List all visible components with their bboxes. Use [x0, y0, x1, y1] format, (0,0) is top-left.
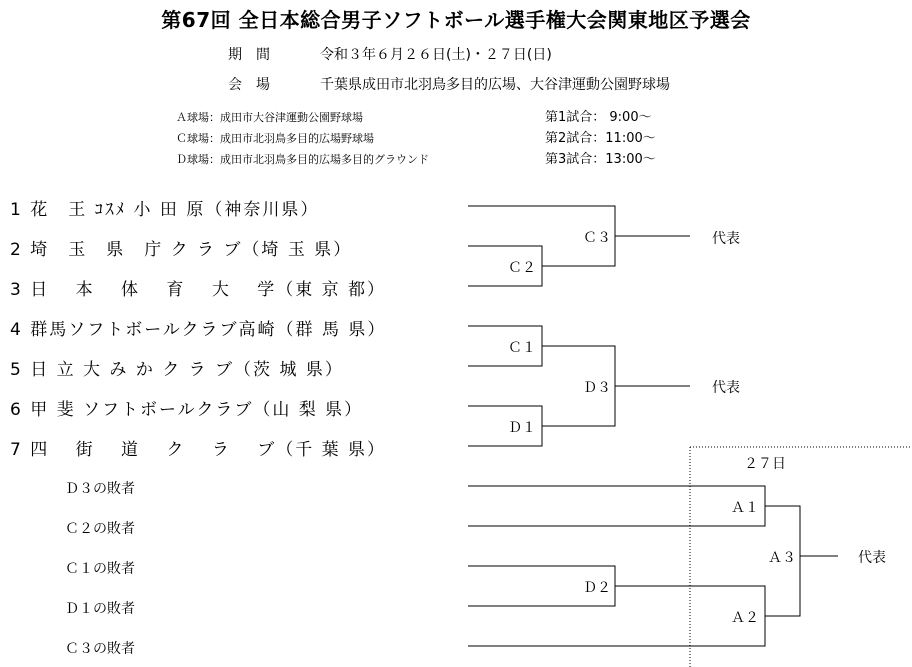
game-label-d2: Ｄ２	[583, 580, 611, 596]
game-label-d3: Ｄ３	[583, 380, 611, 396]
team-3: 3 日 本 体 育 大 学（東 京 都）	[10, 280, 387, 300]
game-label-c2: Ｃ２	[508, 260, 536, 276]
representative-3: 代表	[858, 550, 886, 566]
field-a: Ａ球場：成田市大谷津運動公園野球場	[176, 111, 363, 124]
game-label-a2: Ａ２	[731, 610, 759, 626]
team-7: 7 四 街 道 ク ラ ブ（千 葉 県）	[10, 440, 387, 460]
loser-d1: Ｄ１の敗者	[65, 601, 135, 617]
page-title: 第67回 全日本総合男子ソフトボール選手権大会関東地区予選会	[161, 8, 751, 32]
game-label-c1: Ｃ１	[508, 340, 536, 356]
loser-c3: Ｃ３の敗者	[65, 641, 135, 657]
team-5: 5 日 立 大 み か ク ラ ブ（茨 城 県）	[10, 360, 344, 380]
period-label: 期 間	[228, 47, 270, 63]
team-6: 6 甲 斐 ソフトボールクラブ（山 梨 県）	[10, 400, 364, 420]
schedule-game3: 第3試合：13:00～	[545, 152, 656, 167]
field-c: Ｃ球場：成田市北羽鳥多目的広場野球場	[176, 132, 374, 145]
game-label-a1: Ａ１	[731, 500, 759, 516]
team-4: 4 群馬ソフトボールクラブ高崎（群 馬 県）	[10, 320, 387, 340]
team-1: 1 花 王 ｺｽﾒ 小 田 原（神奈川県）	[10, 200, 320, 220]
team-2: 2 埼 玉 県 庁 ク ラ ブ（埼 玉 県）	[10, 240, 353, 260]
day2-label: ２７日	[744, 456, 786, 472]
schedule-game2: 第2試合：11:00～	[545, 131, 656, 146]
representative-1: 代表	[712, 231, 740, 247]
field-d: Ｄ球場：成田市北羽鳥多目的広場多目的グラウンド	[176, 153, 429, 166]
representative-2: 代表	[712, 380, 740, 396]
period-value: 令和３年６月２６日(土)・２７日(日)	[320, 47, 552, 63]
game-label-c3: Ｃ３	[583, 230, 611, 246]
venue-label: 会 場	[228, 77, 270, 93]
loser-d3: Ｄ３の敗者	[65, 481, 135, 497]
venue-value: 千葉県成田市北羽鳥多目的広場、大谷津運動公園野球場	[320, 77, 670, 93]
loser-c2: Ｃ２の敗者	[65, 521, 135, 537]
bracket-line-a1	[468, 486, 765, 526]
loser-c1: Ｃ１の敗者	[65, 561, 135, 577]
bracket-line-a2	[468, 586, 765, 646]
game-label-a3: Ａ３	[768, 550, 796, 566]
game-label-d1: Ｄ１	[508, 420, 536, 436]
schedule-game1: 第1試合： 9:00～	[545, 110, 652, 125]
